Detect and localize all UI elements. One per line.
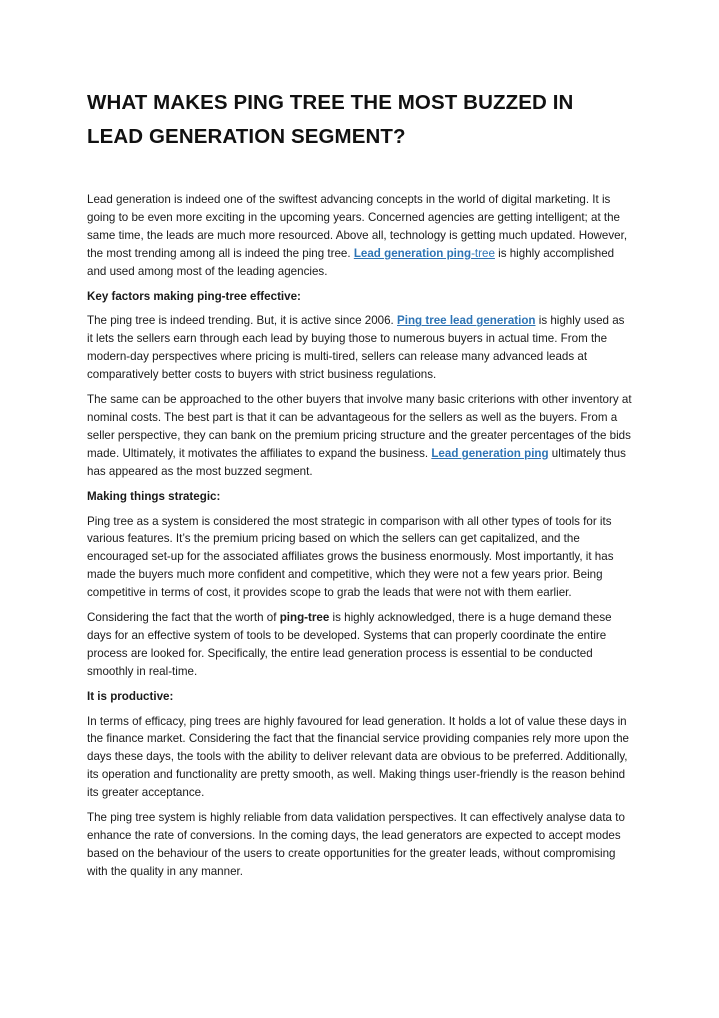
ping-tree-lead-generation-link[interactable]: Ping tree lead generation xyxy=(397,314,536,328)
paragraph-text-end: is highly used as it lets the sellers earn through each lead by buying those to numerous buyers in actual time. From the modern-day perspectives where pricing is multi-tired, sellers can release many advanced leads at comparatively better costs to buyers with strict business regulations. xyxy=(87,314,625,382)
strategic-paragraph-2 xyxy=(87,609,632,681)
productive-paragraph-1: In terms of efficacy, ping trees are highly favoured for lead generation. It holds a lot of value these days in the finance market. Considering the fact that the financial service providing companies rely more upon the days these days, the tools with the ability to deliver relevant data are obvious to be preferred. Additionally, its operation and functionality are pretty smooth, as well. Making things user-friendly is the reason behind its greater acceptance. xyxy=(87,714,629,800)
document-title: WHAT MAKES PING TREE THE MOST BUZZED IN LEAD GENERATION SEGMENT? xyxy=(87,91,574,148)
intro-text-end: is highly accomplished and used among most of the leading agencies. xyxy=(87,246,615,278)
paragraph-text: The ping tree is indeed trending. But, it is active since 2006. xyxy=(87,314,397,328)
lead-generation-ping-link[interactable]: Lead generation ping xyxy=(353,246,472,260)
paragraph-text: The same can be approached to the other buyers that involve many basic criterions with other inventory at nominal costs. The best part is that it can be advantageous for the sellers as well as the buyers. From a seller perspective, they can bank on the premium pricing structure and the greater percentages of the bids made. Ultimately, it motivates the affiliates to expand the business. xyxy=(87,393,632,460)
paragraph-text-end: ultimately thus has appeared as the most buzzed segment. xyxy=(87,446,626,478)
paragraph-text-end: is highly acknowledged, there is a huge demand these days for an effective system of tools to be developed. Systems that can properly coordinate the entire process are looked for. Specifically, the entire lead generation process is essential to be conducted smoothly in real-time. xyxy=(87,611,612,678)
productive-paragraph-2: The ping tree system is highly reliable from data validation perspectives. It can effectively analyse data to enhance the rate of conversions. In the coming days, the lead generators are expected to accept modes based on the behaviour of the users to create opportunities for the greater leads, without compromising with the quality in any manner. xyxy=(87,811,625,878)
intro-paragraph xyxy=(87,191,632,281)
paragraph-text: Considering the fact that the worth of xyxy=(87,611,280,625)
ping-tree-bold: ping-tree xyxy=(279,611,330,625)
lead-generation-ping-link-2[interactable]: Lead generation ping xyxy=(431,446,549,460)
key-factors-paragraph-2 xyxy=(87,391,632,481)
document-page xyxy=(87,86,632,888)
intro-text: Lead generation is indeed one of the swiftest advancing concepts in the world of digital marketing. It is going to be even more exciting in the upcoming years. Concerned agencies are getting intelligent; at the same time, the leads are much more resourced. Above all, technology is getting much updated. However, the most trending among all is indeed the ping tree. xyxy=(87,193,628,260)
key-factors-paragraph-1 xyxy=(87,312,632,384)
tree-link[interactable]: -tree xyxy=(471,246,495,260)
section-heading-productive: It is productive: xyxy=(87,689,174,703)
section-heading-strategic: Making things strategic: xyxy=(87,489,221,503)
section-heading-key-factors: Key factors making ping-tree effective: xyxy=(87,289,301,303)
strategic-paragraph-1: Ping tree as a system is considered the most strategic in comparison with all other types of tools for its various features. It’s the premium pricing based on which the sellers can get capitalized, and the encouraged set-up for the associated affiliates grows the business enormously. Most importantly, it has made the buyers much more confident and competitive, which they were not a few years prior. Being competitive in terms of cost, it provides scope to grab the leads that were not with them earlier. xyxy=(87,514,614,600)
